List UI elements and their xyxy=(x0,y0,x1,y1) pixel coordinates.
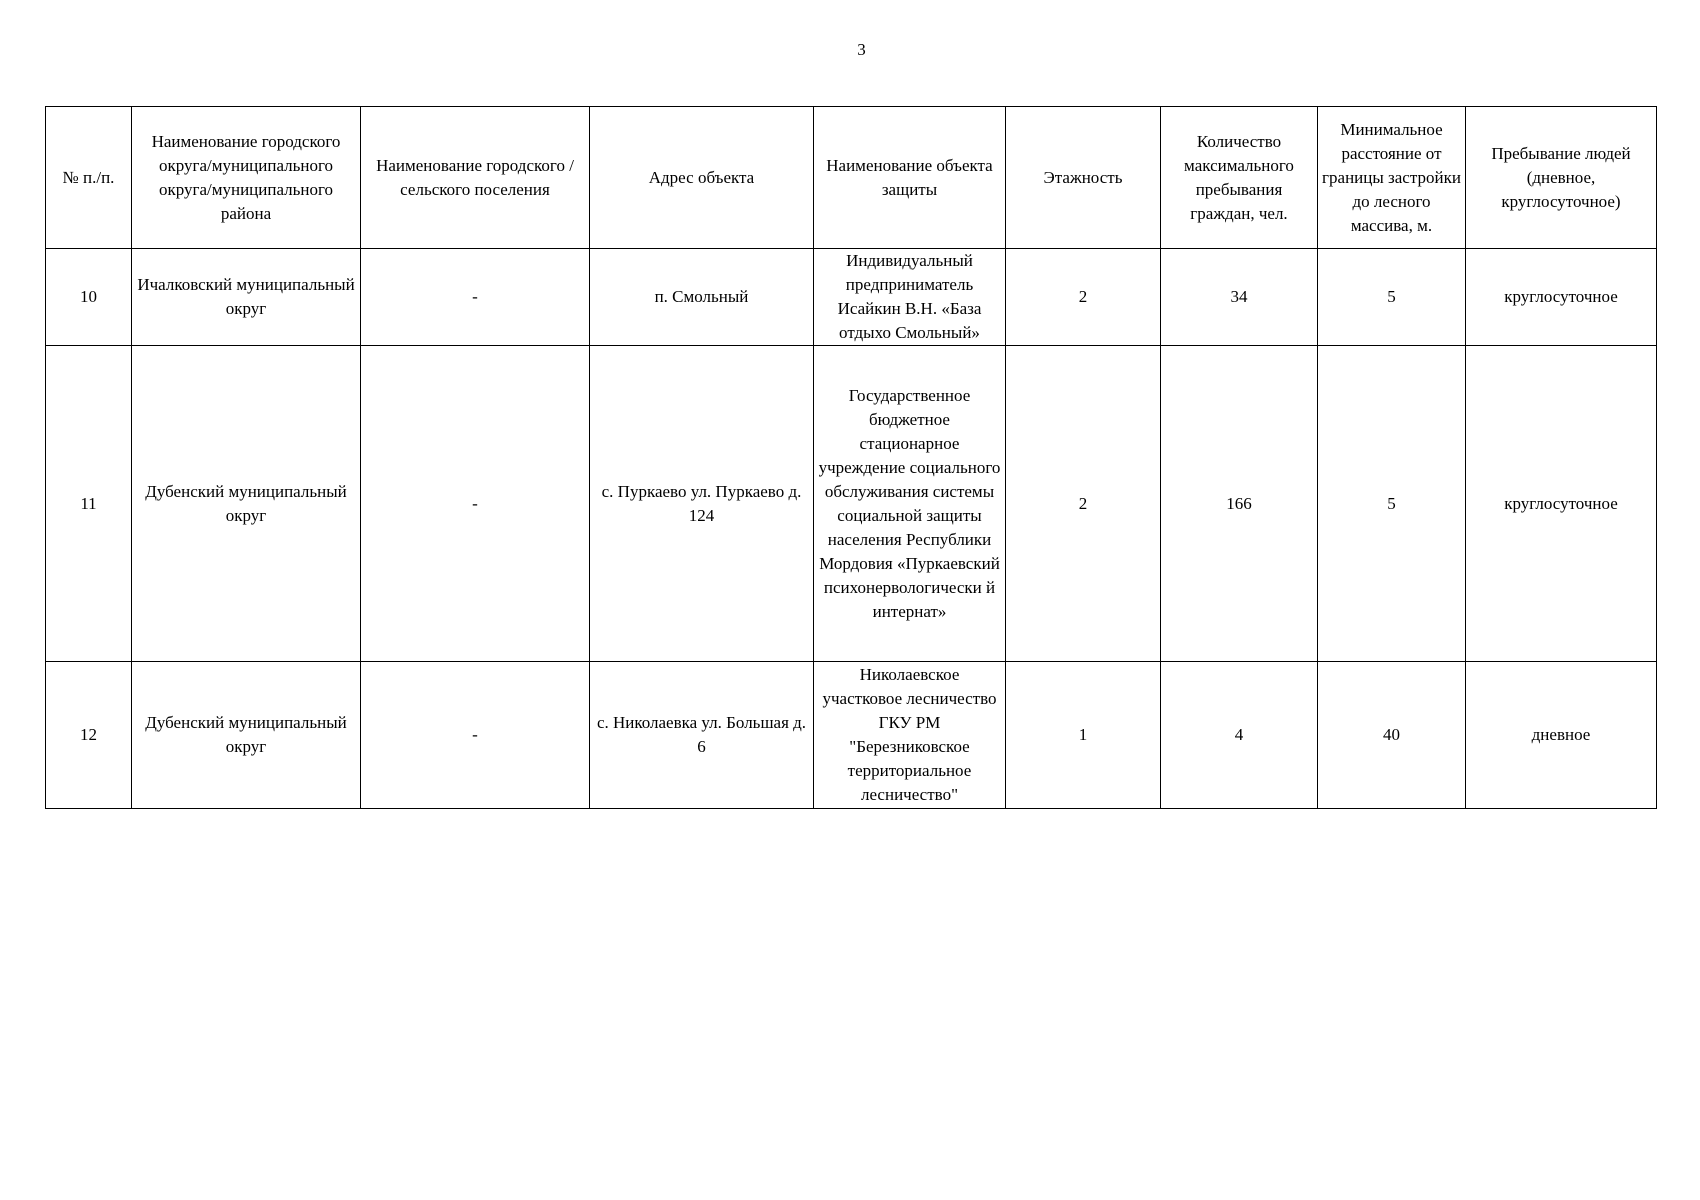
table-row xyxy=(46,249,1657,346)
header-stay-mode: Пребывание людей (дневное, круглосуточное) xyxy=(1466,107,1657,249)
cell-district: Ичалковский муниципальный округ xyxy=(132,249,361,346)
cell-district: Дубенский муниципальный округ xyxy=(132,346,361,662)
cell-min-distance: 5 xyxy=(1318,346,1466,662)
cell-settlement: - xyxy=(361,346,590,662)
header-number: № п./п. xyxy=(46,107,132,249)
cell-max-occupancy: 166 xyxy=(1161,346,1318,662)
cell-object-name: Николаевское участковое лесничество ГКУ РМ "Березниковское территориальное лесничество" xyxy=(814,662,1006,809)
page-number: 3 xyxy=(857,40,866,59)
protection-objects-table xyxy=(45,106,1657,809)
cell-stay-mode: круглосуточное xyxy=(1466,249,1657,346)
cell-object-name: Индивидуальный предприниматель Исайкин В.Н. «База отдыхо Смольный» xyxy=(814,249,1006,346)
cell-address: с. Пуркаево ул. Пуркаево д. 124 xyxy=(590,346,814,662)
header-min-distance: Минимальное расстояние от границы застройки до лесного массива, м. xyxy=(1318,107,1466,249)
cell-min-distance: 5 xyxy=(1318,249,1466,346)
cell-number: 11 xyxy=(46,346,132,662)
cell-settlement: - xyxy=(361,662,590,809)
cell-stay-mode: дневное xyxy=(1466,662,1657,809)
cell-number: 12 xyxy=(46,662,132,809)
cell-district: Дубенский муниципальный округ xyxy=(132,662,361,809)
table-row xyxy=(46,662,1657,809)
cell-address: с. Николаевка ул. Большая д. 6 xyxy=(590,662,814,809)
cell-floors: 2 xyxy=(1006,346,1161,662)
cell-min-distance: 40 xyxy=(1318,662,1466,809)
cell-number: 10 xyxy=(46,249,132,346)
header-settlement: Наименование городского / сельского поселения xyxy=(361,107,590,249)
cell-stay-mode: круглосуточное xyxy=(1466,346,1657,662)
cell-max-occupancy: 4 xyxy=(1161,662,1318,809)
cell-object-name: Государственное бюджетное стационарное учреждение социального обслуживания системы социальной защиты населения Республики Мордовия «Пуркаевский психонервологически й интернат» xyxy=(814,346,1006,662)
cell-address: п. Смольный xyxy=(590,249,814,346)
header-address: Адрес объекта xyxy=(590,107,814,249)
cell-floors: 1 xyxy=(1006,662,1161,809)
table-row xyxy=(46,346,1657,662)
header-floors: Этажность xyxy=(1006,107,1161,249)
header-district: Наименование городского округа/муниципального округа/муниципального района xyxy=(132,107,361,249)
table-header-row xyxy=(46,107,1657,249)
header-object-name: Наименование объекта защиты xyxy=(814,107,1006,249)
cell-settlement: - xyxy=(361,249,590,346)
header-max-occupancy: Количество максимального пребывания граждан, чел. xyxy=(1161,107,1318,249)
cell-floors: 2 xyxy=(1006,249,1161,346)
cell-max-occupancy: 34 xyxy=(1161,249,1318,346)
